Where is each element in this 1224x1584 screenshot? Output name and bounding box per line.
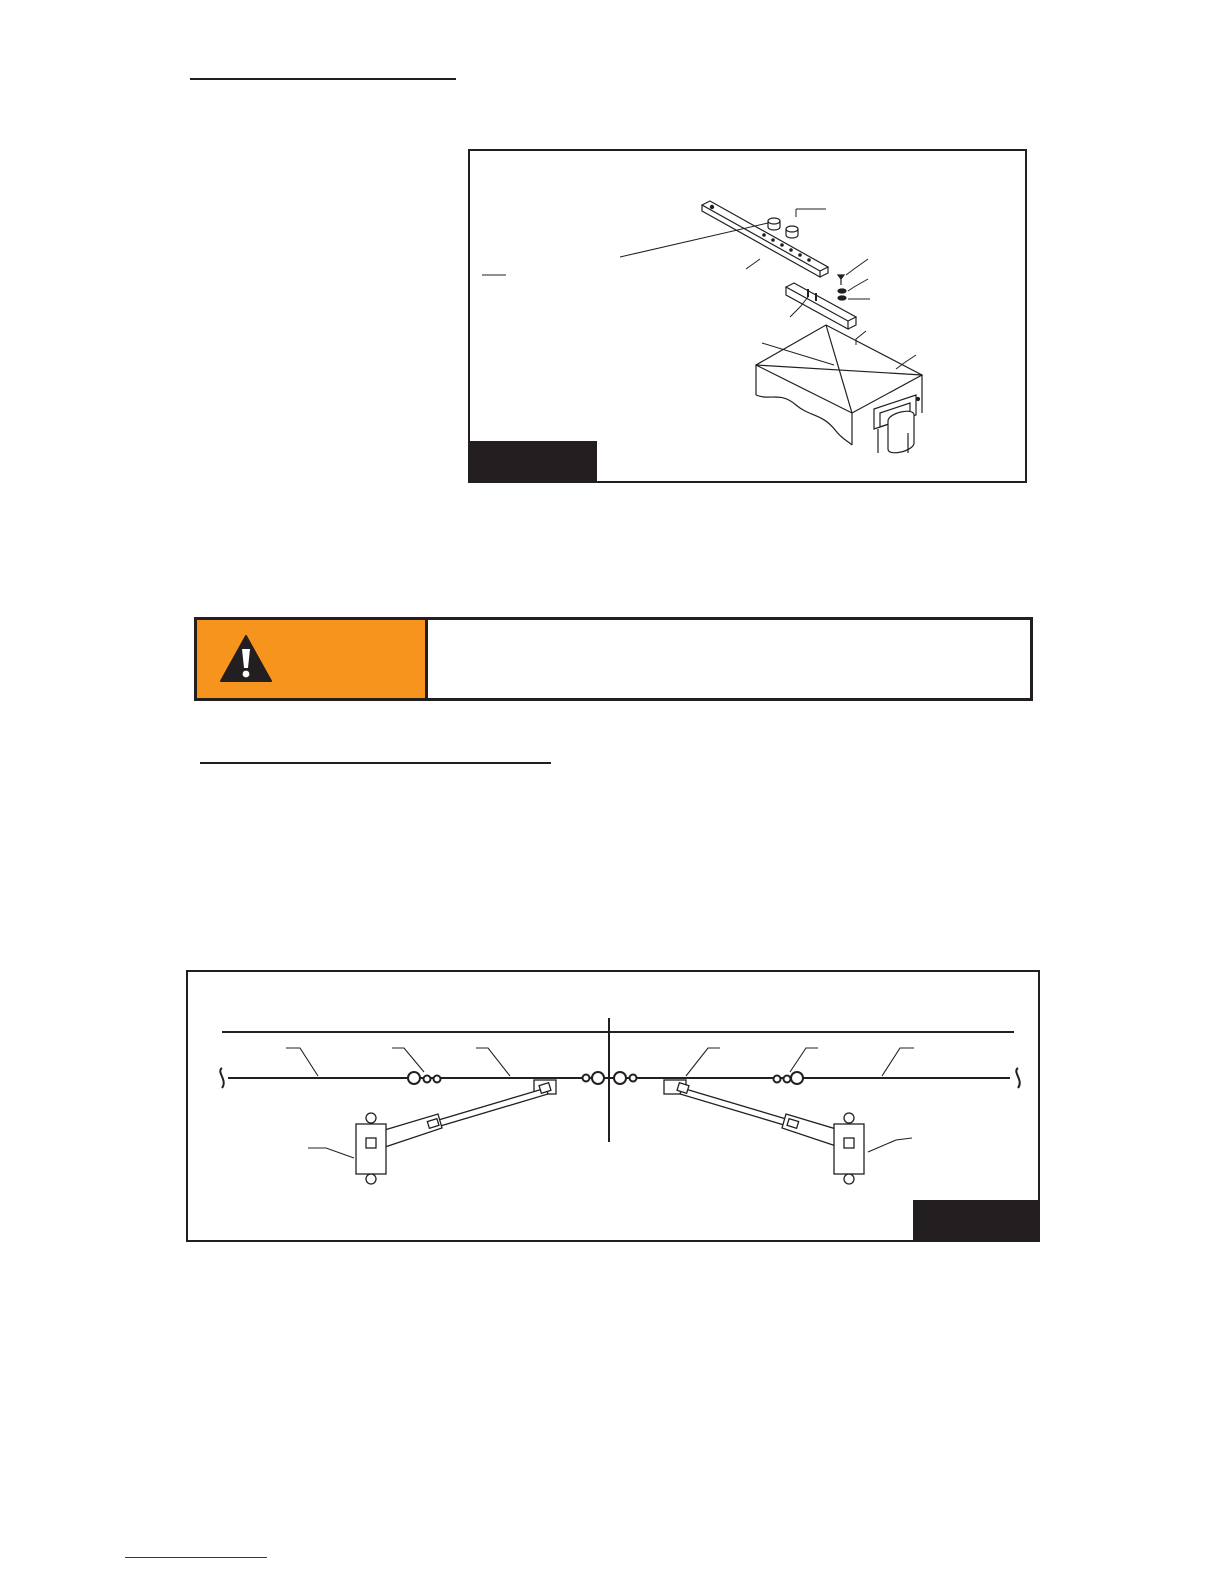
figure-top-frame — [468, 149, 1027, 483]
mount-plate-left — [356, 1113, 386, 1184]
housing-box — [756, 325, 922, 453]
break-mark-left — [220, 1068, 223, 1088]
knob-pair — [768, 218, 798, 238]
warning-box — [194, 617, 1033, 701]
figure-bottom-tag — [913, 1200, 1038, 1240]
cylinder-left — [378, 1083, 551, 1148]
linkage-schematic-diagram — [188, 972, 1038, 1240]
section-heading-underline-2 — [200, 762, 551, 764]
warning-message-panel — [428, 620, 1030, 698]
mount-plate-right — [834, 1113, 864, 1184]
figure-bottom-frame — [186, 970, 1040, 1242]
exploded-assembly-diagram — [470, 151, 1025, 481]
warning-signal-panel — [197, 620, 428, 698]
figure-top-tag — [470, 441, 597, 481]
footer-link[interactable] — [125, 1557, 267, 1558]
channel-bar-long — [702, 201, 828, 277]
cylinder-right — [677, 1083, 850, 1148]
section-heading-underline-1 — [190, 78, 456, 80]
break-mark-right — [1016, 1068, 1019, 1088]
warning-triangle-icon — [219, 634, 273, 684]
